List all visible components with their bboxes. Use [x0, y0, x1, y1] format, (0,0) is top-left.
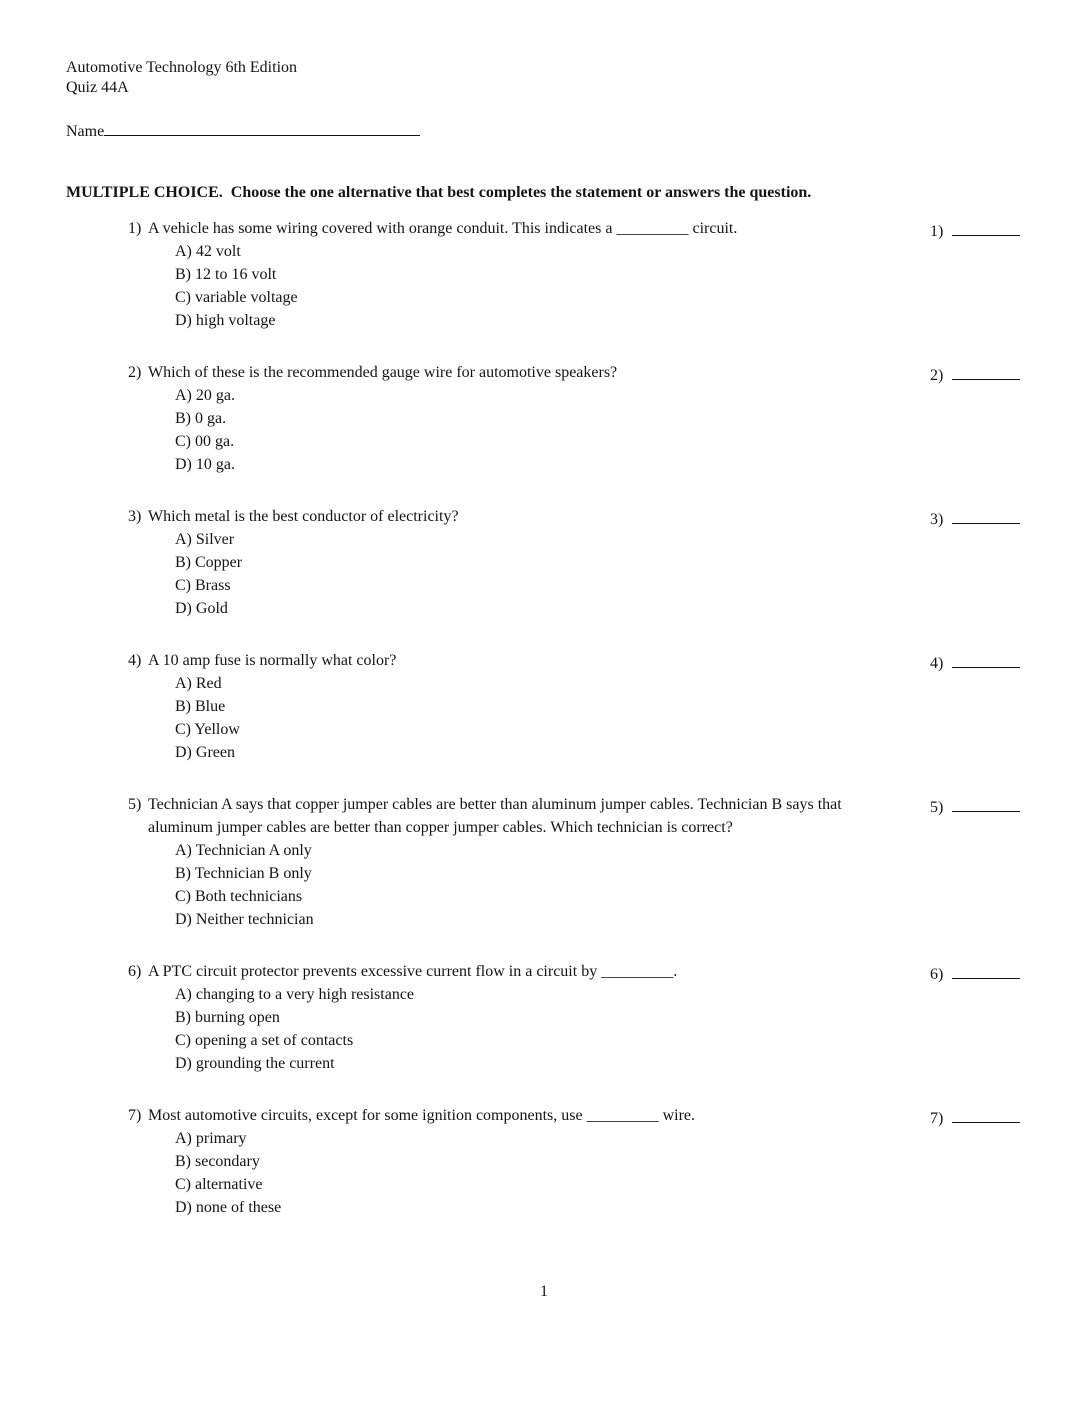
options [128, 1127, 1048, 1219]
options [128, 672, 1048, 764]
answer-blank-line [952, 505, 1020, 524]
option-b: B) burning open [175, 1009, 280, 1026]
option-d: D) 10 ga. [175, 456, 235, 473]
document-subtitle: Quiz 44A [66, 79, 129, 96]
option-d: D) none of these [175, 1199, 282, 1216]
question-text: Technician A says that copper jumper cables are better than aluminum jumper cables. Technician B says that aluminum jumper cables are better than copper jumper cables. Which technician is correct? [148, 796, 842, 836]
question-number: 5) [128, 796, 142, 813]
option-a: A) primary [175, 1130, 247, 1147]
options [128, 384, 1048, 476]
option-a: A) 42 volt [175, 243, 241, 260]
answer-blank-line [952, 361, 1020, 380]
option-d: D) grounding the current [175, 1055, 335, 1072]
question-text: Which metal is the best conductor of electricity? [148, 508, 459, 525]
option-c: C) 00 ga. [175, 433, 235, 450]
question-number: 6) [128, 963, 142, 980]
instructions: MULTIPLE CHOICE. Choose the one alternative that best completes the statement or answers the question. [66, 184, 812, 201]
answer-number: 6) [930, 966, 944, 983]
option-b: B) Technician B only [175, 865, 312, 882]
question-2 [128, 361, 1048, 476]
option-c: C) opening a set of contacts [175, 1032, 354, 1049]
answer-slot [930, 217, 1020, 243]
answer-number: 4) [930, 655, 944, 672]
answer-blank-line [952, 1104, 1020, 1123]
answer-number: 5) [930, 799, 944, 816]
option-d: D) high voltage [175, 312, 276, 329]
option-a: A) Silver [175, 531, 235, 548]
answer-slot [930, 793, 1020, 819]
question-number: 3) [128, 508, 142, 525]
answer-blank-line [952, 217, 1020, 236]
name-blank-line [104, 118, 420, 136]
options [128, 528, 1048, 620]
options [128, 983, 1048, 1075]
option-c: C) Brass [175, 577, 231, 594]
question-number: 4) [128, 652, 142, 669]
question-7 [128, 1104, 1048, 1219]
answer-number: 2) [930, 367, 944, 384]
answer-number: 7) [930, 1110, 944, 1127]
question-text: Most automotive circuits, except for some ignition components, use _________ wire. [148, 1107, 696, 1124]
question-text: A vehicle has some wiring covered with orange conduit. This indicates a _________ circuit. [148, 220, 738, 237]
question-5 [128, 793, 1048, 931]
question-number: 7) [128, 1107, 142, 1124]
question-3 [128, 505, 1048, 620]
question-6 [128, 960, 1048, 1075]
answer-number: 3) [930, 511, 944, 528]
question-number: 1) [128, 220, 142, 237]
answer-slot [930, 1104, 1020, 1130]
question-4 [128, 649, 1048, 764]
question-1 [128, 217, 1048, 332]
name-label: Name [66, 123, 105, 140]
answer-blank-line [952, 793, 1020, 812]
option-a: A) Red [175, 675, 222, 692]
document-title: Automotive Technology 6th Edition [66, 59, 298, 76]
option-d: D) Neither technician [175, 911, 314, 928]
answer-number: 1) [930, 223, 944, 240]
answer-blank-line [952, 649, 1020, 668]
document-header [66, 58, 297, 98]
question-list [128, 217, 1048, 1248]
answer-slot [930, 960, 1020, 986]
option-d: D) Green [175, 744, 235, 761]
option-d: D) Gold [175, 600, 228, 617]
option-b: B) Blue [175, 698, 226, 715]
name-row [66, 118, 420, 142]
question-text: A 10 amp fuse is normally what color? [148, 652, 397, 669]
option-a: A) 20 ga. [175, 387, 235, 404]
option-b: B) secondary [175, 1153, 260, 1170]
page-number: 1 [540, 1283, 548, 1300]
answer-blank-line [952, 960, 1020, 979]
answer-slot [930, 649, 1020, 675]
option-c: C) variable voltage [175, 289, 298, 306]
question-number: 2) [128, 364, 142, 381]
options [128, 240, 1048, 332]
option-b: B) 0 ga. [175, 410, 227, 427]
question-text: A PTC circuit protector prevents excessive current flow in a circuit by _________. [148, 963, 678, 980]
option-b: B) Copper [175, 554, 243, 571]
option-a: A) Technician A only [175, 842, 312, 859]
question-text: Which of these is the recommended gauge wire for automotive speakers? [148, 364, 618, 381]
option-c: C) alternative [175, 1176, 263, 1193]
option-c: C) Yellow [175, 721, 240, 738]
answer-slot [930, 505, 1020, 531]
options [128, 839, 1048, 931]
option-a: A) changing to a very high resistance [175, 986, 415, 1003]
option-b: B) 12 to 16 volt [175, 266, 277, 283]
answer-slot [930, 361, 1020, 387]
option-c: C) Both technicians [175, 888, 303, 905]
